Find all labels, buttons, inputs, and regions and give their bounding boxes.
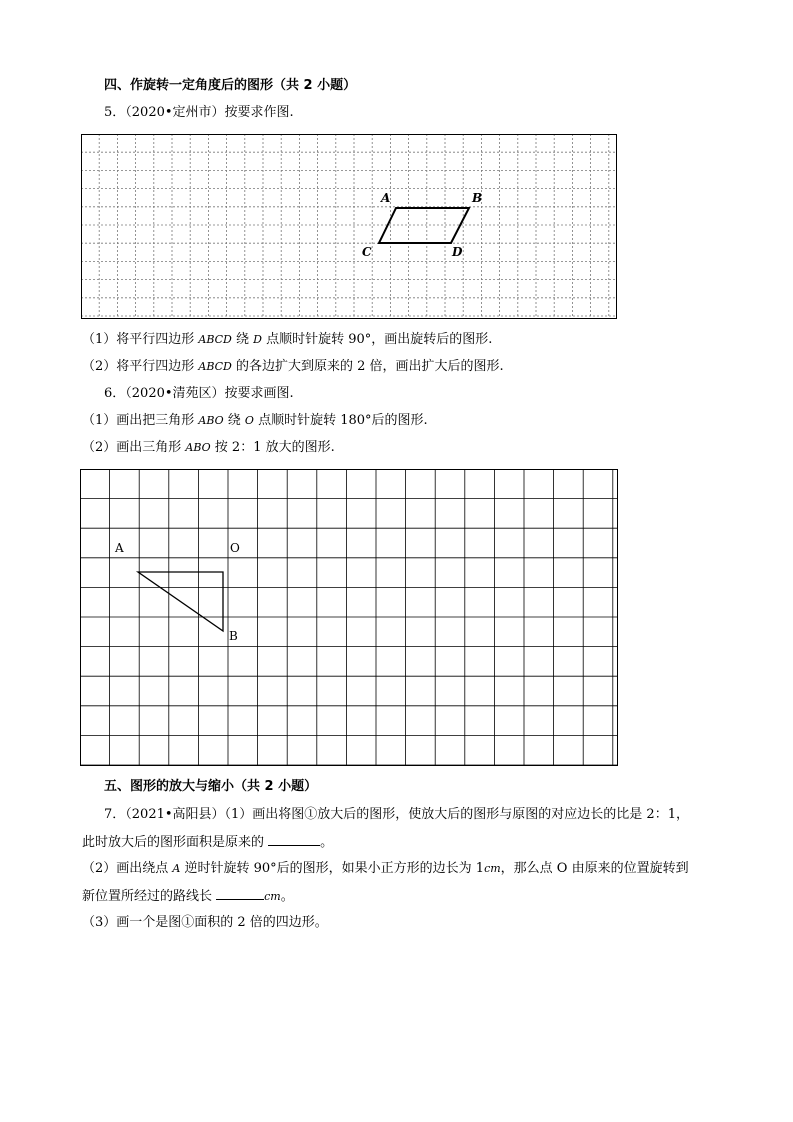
- question-7-line-5: （3）画一个是图①面积的 2 倍的四边形。: [82, 915, 328, 930]
- q6-grid-figure: [80, 469, 619, 767]
- label-a: A: [381, 191, 391, 205]
- question-6-part-1: （1）画出把三角形 ABO 绕 O 点顺时针旋转 180°后的图形.: [82, 413, 428, 428]
- label-b: B: [229, 629, 238, 643]
- question-7-line-4: 新位置所经过的路线长 cm。: [82, 889, 294, 904]
- section-5-title: 五、图形的放大与缩小（共 2 小题）: [104, 779, 318, 794]
- question-5-part-1: （1）将平行四边形 ABCD 绕 D 点顺时针旋转 90°，画出旋转后的图形.: [82, 332, 493, 347]
- question-7-line-1: 7．（2021•高阳县）（1）画出将图①放大后的图形，使放大后的图形与原图的对应边长的比是 2：1，: [104, 807, 689, 822]
- question-5-part-2: （2）将平行四边形 ABCD 的各边扩大到原来的 2 倍，画出扩大后的图形.: [82, 359, 504, 374]
- answer-blank[interactable]: [268, 833, 320, 846]
- label-d: D: [452, 245, 463, 259]
- label-b: B: [472, 191, 483, 205]
- parallelogram-abcd: [379, 208, 469, 243]
- section-4-title: 四、作旋转一定角度后的图形（共 2 小题）: [104, 78, 357, 93]
- answer-blank[interactable]: [216, 887, 264, 900]
- q5-grid-figure: [81, 134, 618, 320]
- question-5-stem: 5．（2020•定州市）按要求作图.: [104, 105, 294, 120]
- question-7-line-3: （2）画出绕点 A 逆时针旋转 90°后的图形，如果小正方形的边长为 1cm，那么点 O 由原来的位置旋转到: [82, 861, 689, 876]
- label-c: C: [362, 245, 372, 259]
- question-6-stem: 6．（2020•清苑区）按要求画图.: [104, 386, 294, 401]
- label-a: A: [115, 541, 124, 555]
- question-6-part-2: （2）画出三角形 ABO 按 2：1 放大的图形.: [82, 440, 335, 455]
- question-7-line-2: 此时放大后的图形面积是原来的 。: [82, 835, 334, 850]
- triangle-abo: [138, 572, 223, 631]
- label-o: O: [230, 541, 240, 555]
